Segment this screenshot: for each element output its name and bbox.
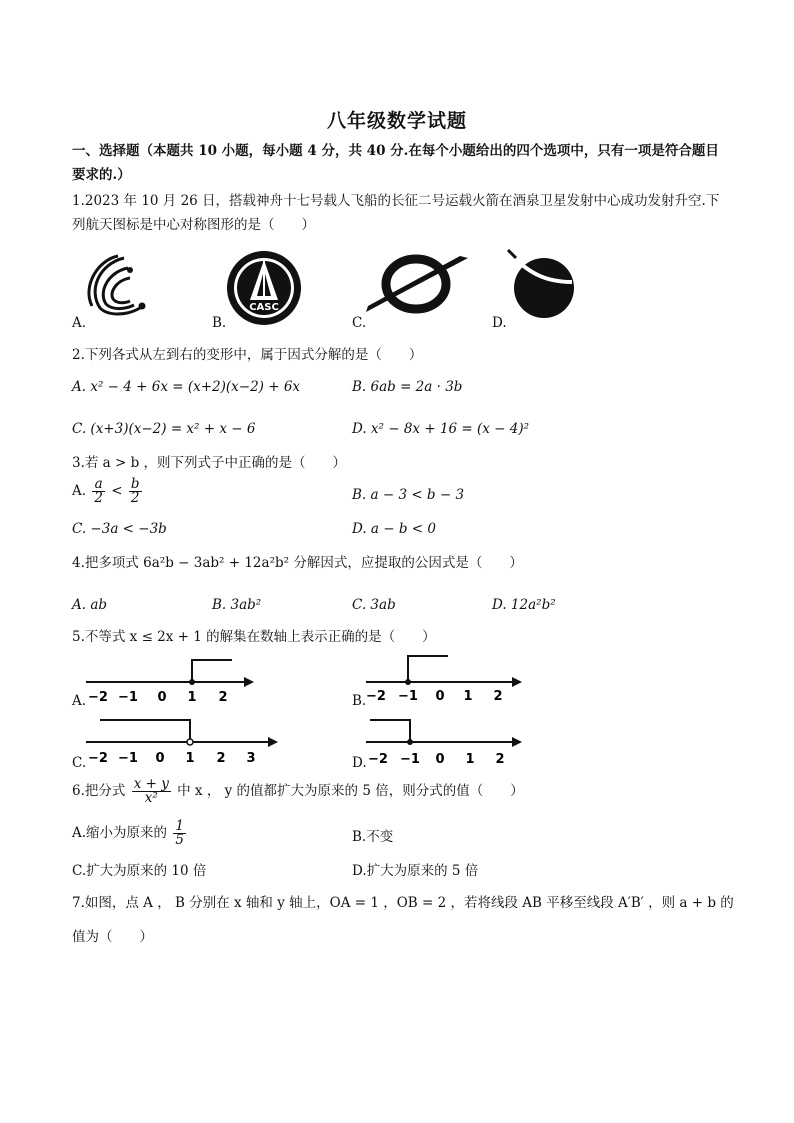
- q3-option-a: [72, 478, 144, 505]
- q4-option-c: C. 3ab: [352, 597, 396, 613]
- q2-option-d: D. x² − 8x + 16 = (x − 4)²: [352, 421, 530, 437]
- number-line-c: [82, 714, 282, 766]
- q7-stem-line1: 7.如图，点 A ， B 分别在 x 轴和 y 轴上，OA = 1 ，OB = 2 ，若将线段 AB 平移至线段 A′B′ ，则 a + b 的: [72, 895, 734, 911]
- tick-label: 0: [155, 751, 165, 766]
- q5-stem: 5.不等式 x ≤ 2x + 1 的解集在数轴上表示正确的是（ ）: [72, 629, 436, 645]
- tick-label: −1: [118, 690, 138, 704]
- tick-label: 2: [495, 752, 505, 767]
- q1-stem-line1: 1.2023 年 10 月 26 日，搭载神舟十七号载人飞船的长征二号运载火箭在酒泉卫星发射中心成功发射升空.下: [72, 193, 720, 209]
- q3-option-d: D. a − b < 0: [352, 521, 436, 537]
- q4-option-d: D. 12a²b²: [492, 597, 556, 613]
- q1-stem-line2: 列航天图标是中心对称图形的是（ ）: [72, 217, 315, 233]
- number-line-a: [82, 656, 257, 704]
- tick-label: −1: [398, 689, 418, 704]
- tick-label: −2: [88, 690, 108, 704]
- relation-sign: <: [111, 483, 123, 499]
- tick-label: 1: [465, 752, 475, 767]
- q1-option-d: D.: [492, 315, 507, 331]
- q2-option-a: A. x² − 4 + 6x = (x+2)(x−2) + 6x: [72, 379, 301, 395]
- tick-label: 1: [463, 689, 473, 704]
- fraction-numerator: a: [92, 478, 105, 492]
- q2-option-b: B. 6ab = 2a · 3b: [352, 379, 463, 395]
- number-line-b: [362, 652, 532, 704]
- fraction-denominator: x²: [144, 790, 158, 806]
- q4-stem: 4.把多项式 6a²b − 3ab² + 12a²b² 分解因式，应提取的公因式是（ ）: [72, 555, 523, 571]
- q7-stem-line2: 值为（ ）: [72, 929, 153, 945]
- q6-stem: [72, 778, 524, 805]
- tick-label: −1: [400, 752, 420, 767]
- tick-label: 2: [218, 690, 228, 704]
- q6-option-c: C.扩大为原来的 10 倍: [72, 863, 207, 879]
- tick-label: 1: [187, 690, 197, 704]
- q5-option-b: B.: [352, 693, 367, 709]
- q5-option-a: A.: [72, 693, 87, 709]
- q6-stem-post: 中 x ， y 的值都扩大为原来的 5 倍，则分式的值（ ）: [177, 783, 524, 799]
- q6-fraction-one-fifth: [173, 820, 186, 847]
- q3-stem: 3.若 a > b ，则下列式子中正确的是（ ）: [72, 455, 347, 471]
- orbit-swirl-icon: [84, 250, 164, 324]
- fraction-denominator: 5: [175, 832, 184, 848]
- casc-logo-text: CASC: [249, 302, 279, 313]
- q3-option-c: C. −3a < −3b: [72, 521, 167, 537]
- q6-option-d: D.扩大为原来的 5 倍: [352, 863, 479, 879]
- q6-option-a-text: A.缩小为原来的: [72, 825, 168, 841]
- q6-option-a: [72, 820, 188, 847]
- q1-option-c: C.: [352, 315, 367, 331]
- casc-logo-icon: [224, 248, 304, 332]
- fraction-denominator: 2: [130, 490, 140, 506]
- tick-label: 0: [157, 690, 167, 704]
- q3-fraction-b-over-2: [129, 478, 142, 505]
- q1-option-b: B.: [212, 315, 227, 331]
- q2-stem: 2.下列各式从左到右的变形中，属于因式分解的是（ ）: [72, 347, 423, 363]
- q6-option-b: B.不变: [352, 829, 394, 845]
- q5-option-d: D.: [352, 755, 367, 771]
- q5-option-c: C.: [72, 755, 87, 771]
- planet-ring-icon: [504, 248, 580, 324]
- tick-label: 1: [185, 751, 195, 766]
- tick-label: 2: [216, 751, 226, 766]
- tick-label: −2: [366, 689, 386, 704]
- q1-option-a: A.: [72, 315, 87, 331]
- q2-option-c: C. (x+3)(x−2) = x² + x − 6: [72, 421, 256, 437]
- q3-fraction-a-over-2: [92, 478, 105, 505]
- section-heading-line1: 一、选择题（本题共 10 小题，每小题 4 分，共 40 分.在每个小题给出的四个选项中，只有一项是符合题目: [72, 143, 719, 159]
- tick-label: −2: [368, 752, 388, 767]
- tick-label: 0: [435, 752, 445, 767]
- q3-option-a-label: A.: [72, 483, 87, 499]
- q6-stem-pre: 6.把分式: [72, 783, 126, 799]
- q4-option-a: A. ab: [72, 597, 108, 613]
- section-heading-line2: 要求的.）: [72, 167, 131, 183]
- q6-fraction: [132, 778, 171, 805]
- fraction-numerator: 1: [175, 818, 184, 834]
- tick-label: 3: [246, 751, 256, 766]
- fraction-denominator: 2: [94, 490, 103, 506]
- tick-label: −2: [88, 751, 108, 766]
- tick-label: 0: [435, 689, 445, 704]
- tick-label: 2: [493, 689, 503, 704]
- page-title: 八年级数学试题: [326, 110, 467, 132]
- q3-option-b: B. a − 3 < b − 3: [352, 487, 465, 503]
- tick-label: −1: [118, 751, 138, 766]
- number-line-d: [362, 716, 532, 768]
- fraction-numerator: x + y: [133, 776, 169, 792]
- fraction-numerator: b: [130, 476, 140, 492]
- slash-circle-icon: [364, 254, 474, 318]
- q4-option-b: B. 3ab²: [212, 597, 262, 613]
